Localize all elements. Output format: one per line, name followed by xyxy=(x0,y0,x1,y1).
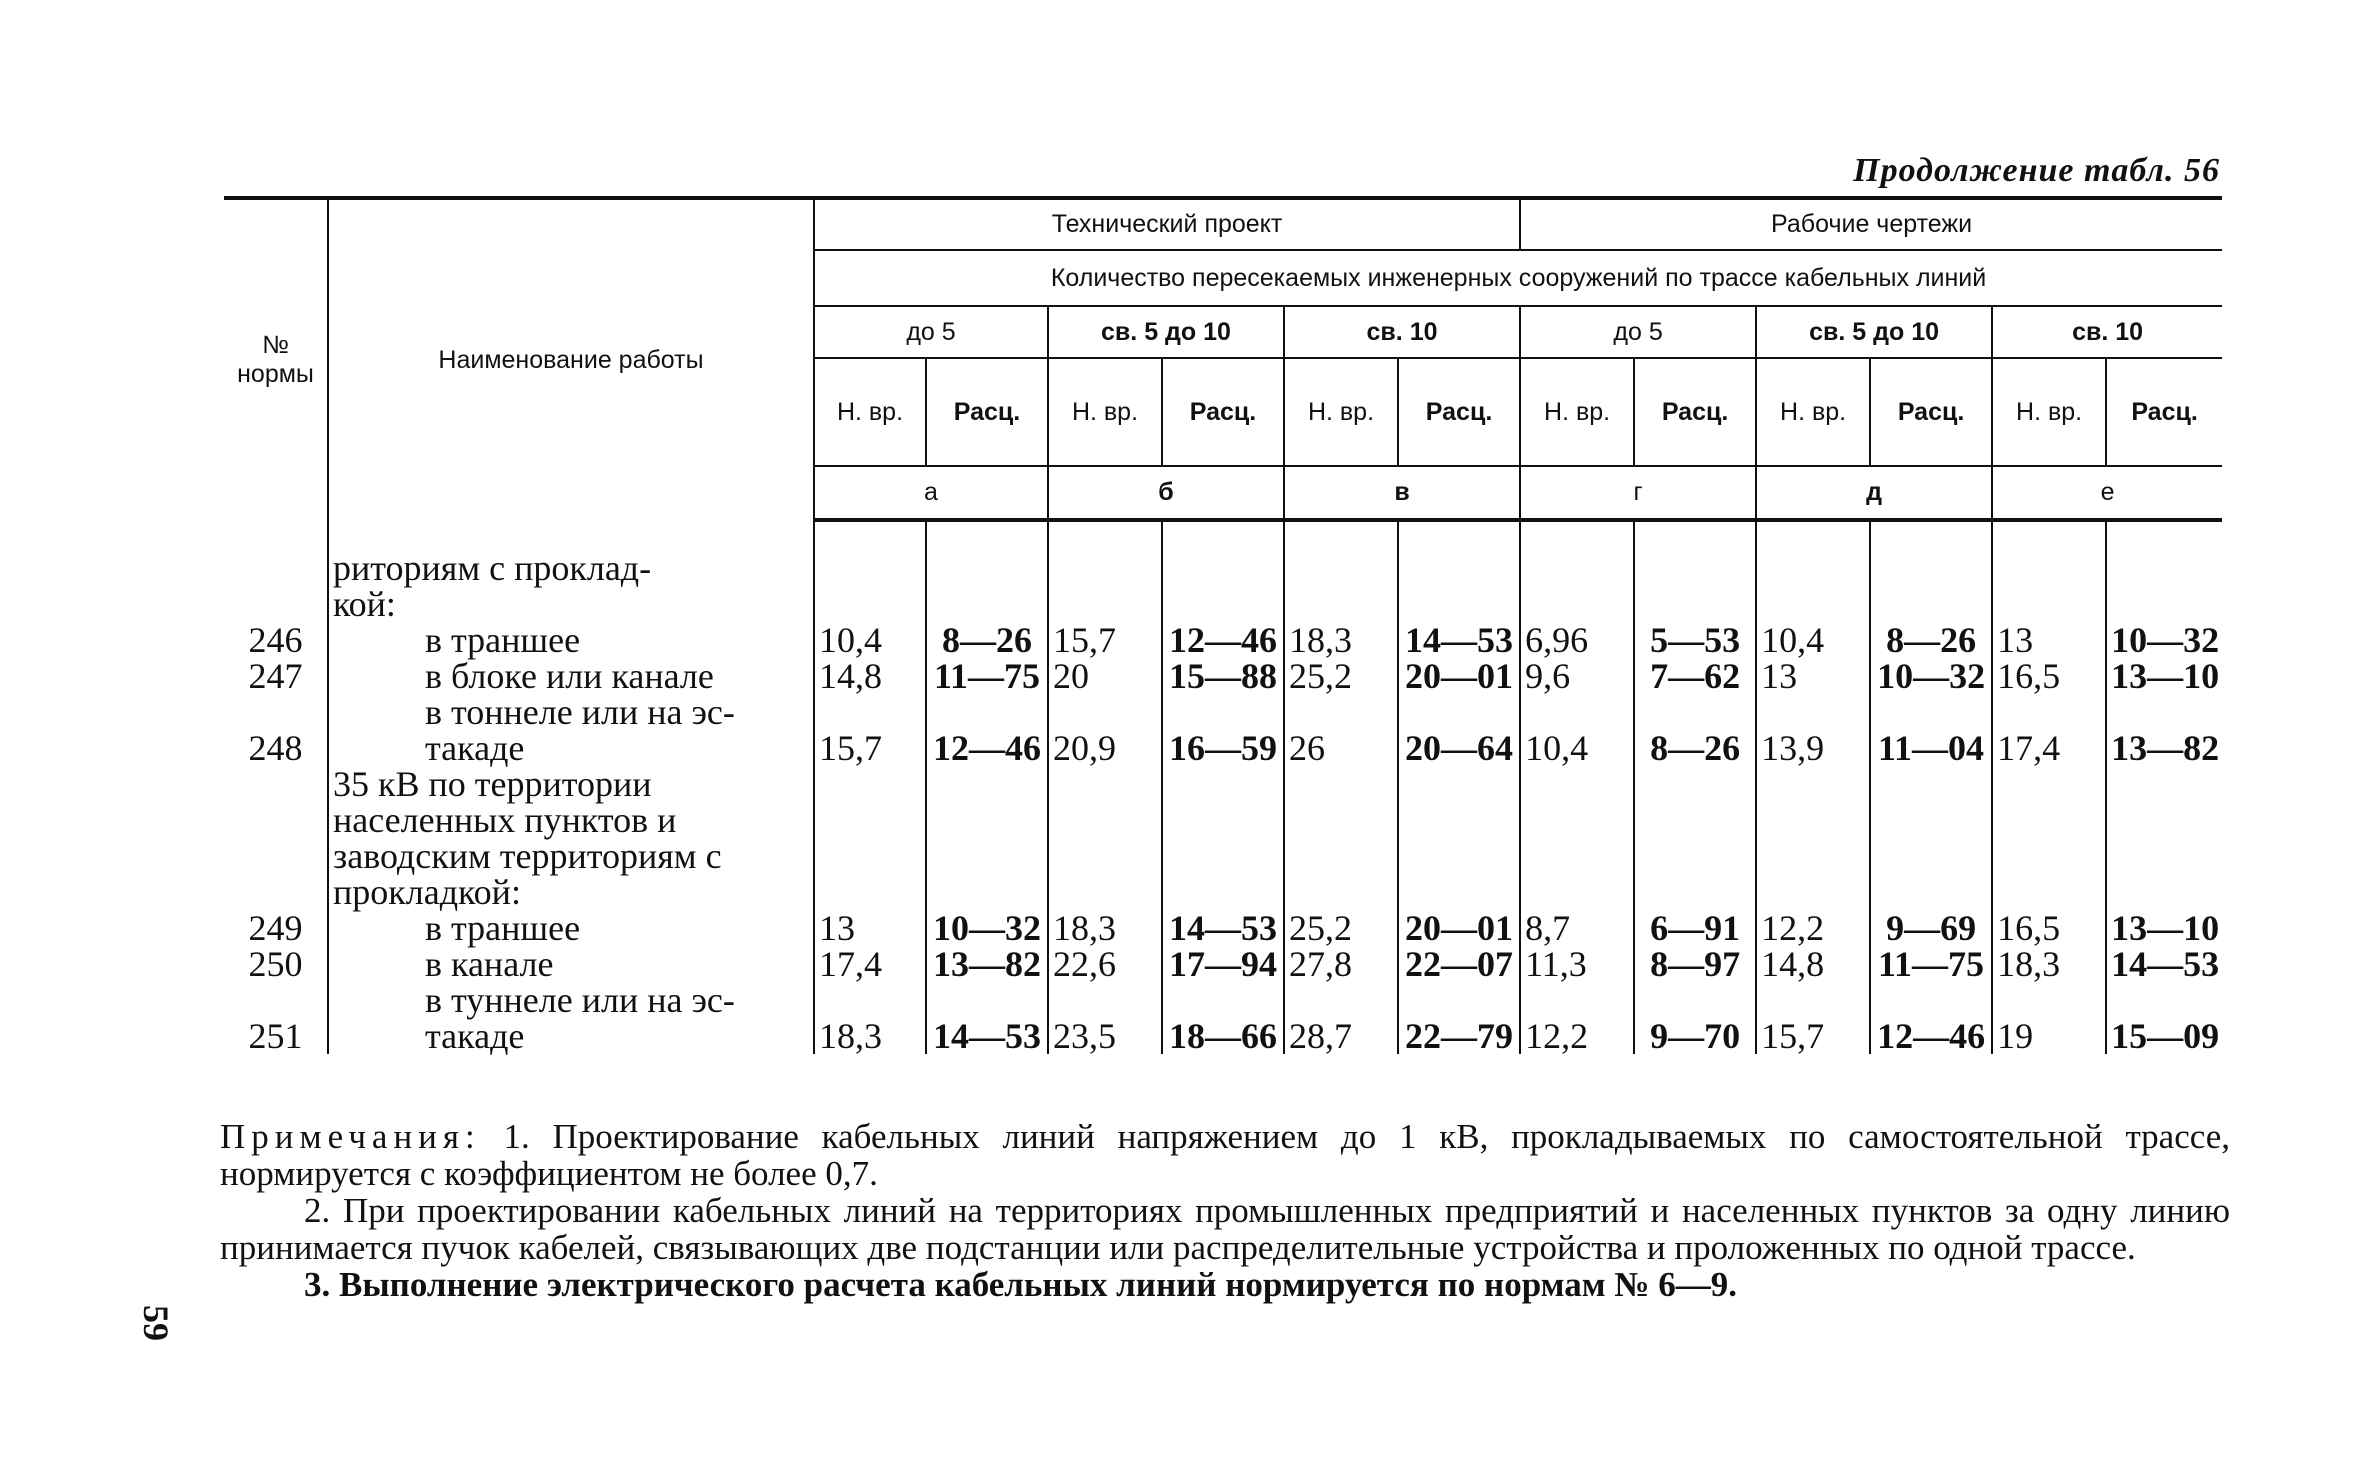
time-norm-cell xyxy=(1284,520,1398,622)
norm-number: 247 xyxy=(248,656,303,696)
time-norm-cell: 16,5 xyxy=(1992,658,2106,694)
time-norm-cell: 19 xyxy=(1992,982,2106,1054)
time-norm-cell: 14,8 xyxy=(1756,946,1870,982)
rate-cell: 7—62 xyxy=(1634,658,1756,694)
note-1-text: 1. Проектирование кабельных линий напряжением до 1 кВ, прокладываемых по самостоятельной трассе, нормируется с коэффициентом не более 0,7. xyxy=(220,1117,2230,1193)
sub-hv: Н. вр. xyxy=(1048,358,1162,466)
rate-cell: 14—53 xyxy=(1162,910,1284,946)
time-norm-cell: 18,3 xyxy=(1284,622,1398,658)
table-row xyxy=(224,694,2222,766)
table-row xyxy=(224,982,2222,1054)
time-norm-cell: 18,3 xyxy=(1992,946,2106,982)
time-norm-cell: 20 xyxy=(1048,658,1162,694)
time-norm-cell: 11,3 xyxy=(1520,946,1634,982)
norms-table xyxy=(224,196,2222,1054)
count-header: Количество пересекаемых инженерных сооружений по трассе кабельных линий xyxy=(814,250,2222,306)
rate-cell xyxy=(2106,766,2222,910)
time-norm-cell: 8,7 xyxy=(1520,910,1634,946)
sub-rs: Расц. xyxy=(926,358,1048,466)
norm-number: 251 xyxy=(248,1016,303,1056)
work-name: в блоке или канале xyxy=(328,658,814,694)
group-header-e: св. 10 xyxy=(1992,306,2222,358)
rate-cell: 13—10 xyxy=(2106,910,2222,946)
rate-cell: 20—64 xyxy=(1398,694,1520,766)
norm-number: 250 xyxy=(248,944,303,984)
group-letter: а xyxy=(814,466,1048,520)
rate-cell: 12—46 xyxy=(1162,622,1284,658)
rate-cell: 14—53 xyxy=(2106,946,2222,982)
sub-rs: Расц. xyxy=(1162,358,1284,466)
rate-cell: 9—69 xyxy=(1870,910,1992,946)
note-2: 2. При проектировании кабельных линий на территориях промышленных предприятий и населенных пунктов за одну линию принимается пучок кабелей, связывающих две подстанции или распределительные устройства и проложенных по одной трассе. xyxy=(220,1191,2230,1267)
time-norm-cell: 13,9 xyxy=(1756,694,1870,766)
rate-cell: 20—01 xyxy=(1398,910,1520,946)
rate-cell: 10—32 xyxy=(2106,622,2222,658)
time-norm-cell xyxy=(1992,520,2106,622)
stage-working-header: Рабочие чертежи xyxy=(1520,198,2222,250)
rate-cell: 12—46 xyxy=(1870,982,1992,1054)
sub-hv: Н. вр. xyxy=(814,358,926,466)
group-letter: б xyxy=(1048,466,1284,520)
rate-cell xyxy=(1634,766,1756,910)
rate-cell: 10—32 xyxy=(926,910,1048,946)
time-norm-cell: 15,7 xyxy=(1048,622,1162,658)
rate-cell: 6—91 xyxy=(1634,910,1756,946)
norm-number: 246 xyxy=(248,620,303,660)
time-norm-cell xyxy=(1520,520,1634,622)
time-norm-cell: 25,2 xyxy=(1284,910,1398,946)
rate-cell: 12—46 xyxy=(926,694,1048,766)
time-norm-cell: 13 xyxy=(1992,622,2106,658)
rate-cell: 11—75 xyxy=(1870,946,1992,982)
work-name: 35 кВ по территории населенных пунктов и заводским территориям с прокладкой: xyxy=(328,766,814,910)
group-header-b: св. 5 до 10 xyxy=(1048,306,1284,358)
notes xyxy=(220,1118,2230,1303)
time-norm-cell xyxy=(1756,520,1870,622)
work-name: в траншее xyxy=(328,910,814,946)
rate-cell: 8—97 xyxy=(1634,946,1756,982)
note-3: 3. Выполнение электрического расчета кабельных линий нормируется по нормам № 6—9. xyxy=(304,1265,1738,1304)
sub-hv: Н. вр. xyxy=(1756,358,1870,466)
rate-cell xyxy=(1634,520,1756,622)
time-norm-cell: 10,4 xyxy=(1756,622,1870,658)
work-name: в траншее xyxy=(328,622,814,658)
group-header-v: св. 10 xyxy=(1284,306,1520,358)
time-norm-cell: 10,4 xyxy=(1520,694,1634,766)
rate-cell: 11—75 xyxy=(926,658,1048,694)
time-norm-cell: 15,7 xyxy=(1756,982,1870,1054)
rate-cell: 14—53 xyxy=(926,982,1048,1054)
rate-cell: 9—70 xyxy=(1634,982,1756,1054)
work-name: в тоннеле или на эс- такаде xyxy=(328,694,814,766)
table-row xyxy=(224,622,2222,658)
rate-cell: 13—82 xyxy=(2106,694,2222,766)
page-number: 59 xyxy=(136,1305,176,1341)
rate-cell: 8—26 xyxy=(926,622,1048,658)
rate-cell: 5—53 xyxy=(1634,622,1756,658)
rate-cell xyxy=(926,766,1048,910)
table-row xyxy=(224,520,2222,622)
time-norm-cell: 12,2 xyxy=(1756,910,1870,946)
sub-rs: Расц. xyxy=(1398,358,1520,466)
time-norm-cell: 23,5 xyxy=(1048,982,1162,1054)
time-norm-cell: 26 xyxy=(1284,694,1398,766)
time-norm-cell xyxy=(1048,766,1162,910)
time-norm-cell: 9,6 xyxy=(1520,658,1634,694)
note-1 xyxy=(220,1118,2230,1192)
sub-hv: Н. вр. xyxy=(1520,358,1634,466)
rate-cell: 14—53 xyxy=(1398,622,1520,658)
rate-cell: 13—82 xyxy=(926,946,1048,982)
work-name: в канале xyxy=(328,946,814,982)
rate-cell xyxy=(926,520,1048,622)
rate-cell: 10—32 xyxy=(1870,658,1992,694)
col-number-header: № нормы xyxy=(224,198,328,520)
time-norm-cell xyxy=(814,766,926,910)
group-header-g: до 5 xyxy=(1520,306,1756,358)
time-norm-cell xyxy=(1756,766,1870,910)
rate-cell xyxy=(1398,520,1520,622)
time-norm-cell: 28,7 xyxy=(1284,982,1398,1054)
sub-hv: Н. вр. xyxy=(1284,358,1398,466)
time-norm-cell: 6,96 xyxy=(1520,622,1634,658)
rate-cell: 11—04 xyxy=(1870,694,1992,766)
table-row xyxy=(224,658,2222,694)
rate-cell: 15—88 xyxy=(1162,658,1284,694)
time-norm-cell: 25,2 xyxy=(1284,658,1398,694)
time-norm-cell xyxy=(1520,766,1634,910)
rate-cell: 22—07 xyxy=(1398,946,1520,982)
time-norm-cell: 10,4 xyxy=(814,622,926,658)
work-name: риториям с проклад- кой: xyxy=(328,520,814,622)
col-name-header: Наименование работы xyxy=(328,198,814,520)
time-norm-cell: 17,4 xyxy=(814,946,926,982)
rate-cell: 8—26 xyxy=(1870,622,1992,658)
time-norm-cell: 13 xyxy=(814,910,926,946)
time-norm-cell: 27,8 xyxy=(1284,946,1398,982)
rate-cell xyxy=(1162,520,1284,622)
rate-cell: 8—26 xyxy=(1634,694,1756,766)
rate-cell xyxy=(1398,766,1520,910)
norm-number xyxy=(224,766,328,910)
work-name: в туннеле или на эс- такаде xyxy=(328,982,814,1054)
rate-cell xyxy=(1870,766,1992,910)
time-norm-cell: 18,3 xyxy=(814,982,926,1054)
sub-rs: Расц. xyxy=(2106,358,2222,466)
time-norm-cell: 18,3 xyxy=(1048,910,1162,946)
sub-rs: Расц. xyxy=(1634,358,1756,466)
rate-cell xyxy=(1870,520,1992,622)
time-norm-cell xyxy=(814,520,926,622)
time-norm-cell: 17,4 xyxy=(1992,694,2106,766)
stage-technical-header: Технический проект xyxy=(814,198,1520,250)
table-row xyxy=(224,766,2222,910)
time-norm-cell xyxy=(1992,766,2106,910)
table-caption: Продолжение табл. 56 xyxy=(1853,152,2220,189)
table-row xyxy=(224,910,2222,946)
norm-number: 249 xyxy=(248,908,303,948)
time-norm-cell: 12,2 xyxy=(1520,982,1634,1054)
rate-cell: 17—94 xyxy=(1162,946,1284,982)
rate-cell: 16—59 xyxy=(1162,694,1284,766)
rate-cell xyxy=(2106,520,2222,622)
group-letter: в xyxy=(1284,466,1520,520)
rate-cell: 18—66 xyxy=(1162,982,1284,1054)
time-norm-cell: 20,9 xyxy=(1048,694,1162,766)
group-header-d: св. 5 до 10 xyxy=(1756,306,1992,358)
table-row xyxy=(224,946,2222,982)
notes-label: Примечания: xyxy=(220,1117,481,1156)
group-letter: е xyxy=(1992,466,2222,520)
time-norm-cell: 22,6 xyxy=(1048,946,1162,982)
norm-number: 248 xyxy=(248,728,303,768)
sub-hv: Н. вр. xyxy=(1992,358,2106,466)
rate-cell: 15—09 xyxy=(2106,982,2222,1054)
norm-number xyxy=(224,520,328,622)
group-header-a: до 5 xyxy=(814,306,1048,358)
sub-rs: Расц. xyxy=(1870,358,1992,466)
rate-cell: 22—79 xyxy=(1398,982,1520,1054)
group-letter: д xyxy=(1756,466,1992,520)
time-norm-cell xyxy=(1048,520,1162,622)
time-norm-cell xyxy=(1284,766,1398,910)
time-norm-cell: 15,7 xyxy=(814,694,926,766)
time-norm-cell: 16,5 xyxy=(1992,910,2106,946)
time-norm-cell: 13 xyxy=(1756,658,1870,694)
rate-cell xyxy=(1162,766,1284,910)
group-letter: г xyxy=(1520,466,1756,520)
rate-cell: 20—01 xyxy=(1398,658,1520,694)
time-norm-cell: 14,8 xyxy=(814,658,926,694)
rate-cell: 13—10 xyxy=(2106,658,2222,694)
